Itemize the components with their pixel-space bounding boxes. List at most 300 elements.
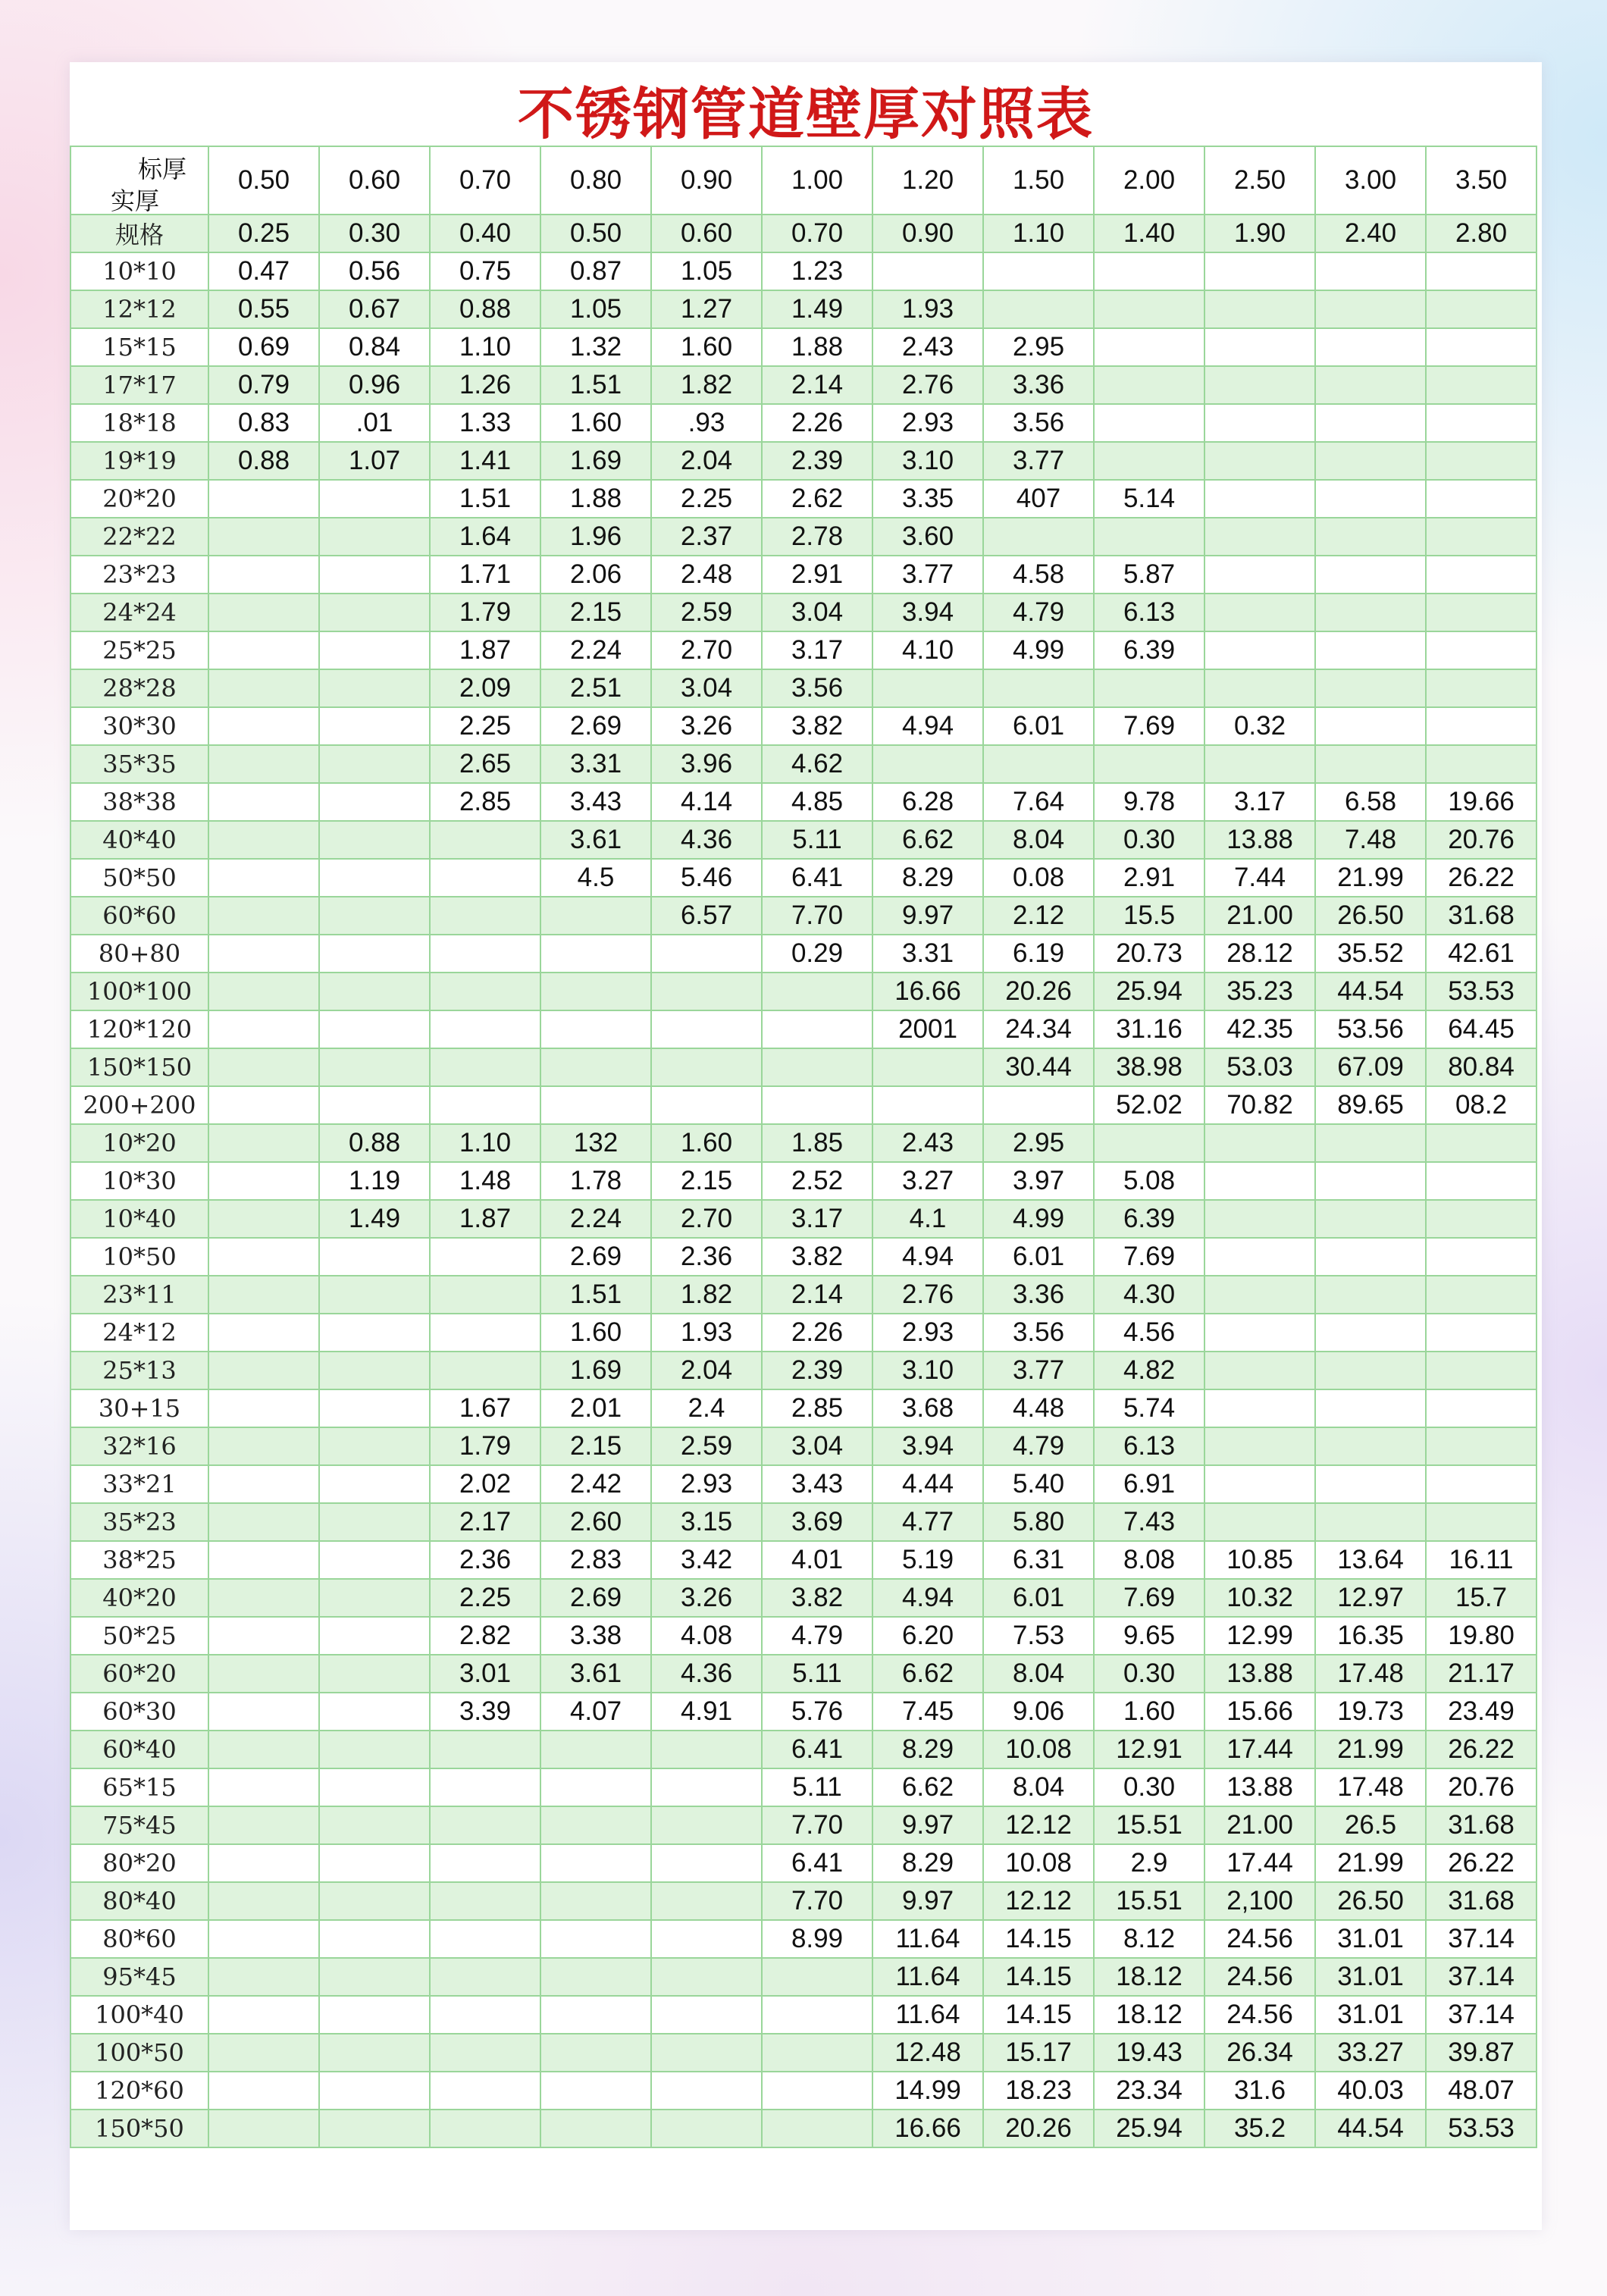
value-cell: 0.56	[319, 252, 430, 290]
value-cell: 3.96	[651, 745, 762, 783]
spec-cell: 18*18	[70, 404, 208, 442]
value-cell	[1426, 290, 1537, 328]
value-cell: 2.12	[983, 897, 1094, 935]
value-cell	[1315, 252, 1426, 290]
value-cell	[1204, 631, 1315, 669]
value-cell: 1.87	[430, 631, 540, 669]
value-cell: 0.30	[1094, 821, 1204, 859]
table-row	[70, 1806, 1537, 1844]
value-cell: 13.88	[1204, 1655, 1315, 1693]
value-cell: 2.91	[762, 556, 872, 594]
value-cell: 6.01	[983, 1238, 1094, 1276]
value-cell: 2.76	[872, 1276, 983, 1314]
value-cell: 6.62	[872, 1655, 983, 1693]
value-cell: 18.23	[983, 2072, 1094, 2110]
value-cell	[1426, 404, 1537, 442]
value-cell	[208, 1465, 319, 1503]
value-cell: 9.97	[872, 1882, 983, 1920]
value-cell: 4.14	[651, 783, 762, 821]
spec-cell: 25*13	[70, 1352, 208, 1389]
value-cell	[1204, 518, 1315, 556]
value-cell: 7.53	[983, 1617, 1094, 1655]
value-cell: 3.77	[872, 556, 983, 594]
table-row	[70, 1276, 1537, 1314]
spec-cell: 30*30	[70, 707, 208, 745]
value-cell	[651, 1010, 762, 1048]
value-cell	[208, 783, 319, 821]
value-cell	[208, 1768, 319, 1806]
spec-cell: 80+80	[70, 935, 208, 973]
table-row	[70, 897, 1537, 935]
value-cell: 2.69	[540, 707, 651, 745]
actual-header-row	[70, 215, 1537, 252]
value-cell: 8.29	[872, 1731, 983, 1768]
value-cell	[1426, 366, 1537, 404]
value-cell: 4.77	[872, 1503, 983, 1541]
value-cell	[762, 2034, 872, 2072]
value-cell: 4.07	[540, 1693, 651, 1731]
value-cell	[208, 1427, 319, 1465]
value-cell: 1.82	[651, 366, 762, 404]
value-cell: 19.80	[1426, 1617, 1537, 1655]
table-row	[70, 1427, 1537, 1465]
value-cell: 2.65	[430, 745, 540, 783]
value-cell: 12.91	[1094, 1731, 1204, 1768]
value-cell	[1315, 328, 1426, 366]
value-cell	[1426, 1200, 1537, 1238]
value-cell: 42.61	[1426, 935, 1537, 973]
spec-cell: 35*23	[70, 1503, 208, 1541]
value-cell	[983, 669, 1094, 707]
value-cell	[1426, 252, 1537, 290]
value-cell: 2.25	[430, 707, 540, 745]
table-row	[70, 1503, 1537, 1541]
spec-cell: 150*150	[70, 1048, 208, 1086]
value-cell: 15.17	[983, 2034, 1094, 2072]
value-cell: 2.14	[762, 366, 872, 404]
value-cell	[319, 594, 430, 631]
value-cell	[1204, 1427, 1315, 1465]
value-cell: 6.13	[1094, 1427, 1204, 1465]
value-cell: 20.76	[1426, 821, 1537, 859]
value-cell: 13.64	[1315, 1541, 1426, 1579]
value-cell	[540, 1731, 651, 1768]
value-cell	[540, 1882, 651, 1920]
value-cell	[430, 1882, 540, 1920]
value-cell	[540, 1048, 651, 1086]
value-cell	[651, 1920, 762, 1958]
value-cell	[1315, 1314, 1426, 1352]
value-cell: 6.91	[1094, 1465, 1204, 1503]
value-cell	[319, 745, 430, 783]
value-cell: 4.85	[762, 783, 872, 821]
value-cell	[540, 2034, 651, 2072]
value-cell	[208, 1010, 319, 1048]
value-cell	[651, 2072, 762, 2110]
value-cell	[430, 2110, 540, 2147]
value-cell	[319, 973, 430, 1010]
actual-thickness-cell: 0.30	[319, 215, 430, 252]
value-cell	[1094, 252, 1204, 290]
value-cell	[208, 859, 319, 897]
table-row	[70, 1844, 1537, 1882]
value-cell: 4.10	[872, 631, 983, 669]
value-cell: 6.57	[651, 897, 762, 935]
value-cell	[983, 290, 1094, 328]
value-cell: 37.14	[1426, 1958, 1537, 1996]
value-cell: 21.99	[1315, 859, 1426, 897]
value-cell: 4.56	[1094, 1314, 1204, 1352]
value-cell: 5.80	[983, 1503, 1094, 1541]
value-cell	[319, 1768, 430, 1806]
value-cell: 10.08	[983, 1844, 1094, 1882]
value-cell	[651, 1768, 762, 1806]
value-cell: 5.76	[762, 1693, 872, 1731]
value-cell	[319, 1958, 430, 1996]
value-cell	[872, 745, 983, 783]
table-row	[70, 859, 1537, 897]
value-cell: 3.61	[540, 821, 651, 859]
value-cell	[319, 707, 430, 745]
value-cell: 8.04	[983, 1655, 1094, 1693]
value-cell: 6.58	[1315, 783, 1426, 821]
value-cell	[1315, 669, 1426, 707]
value-cell	[430, 1731, 540, 1768]
value-cell	[319, 1276, 430, 1314]
value-cell: 1.79	[430, 594, 540, 631]
value-cell	[319, 1427, 430, 1465]
value-cell: 15.51	[1094, 1806, 1204, 1844]
value-cell	[208, 1352, 319, 1389]
value-cell: 31.68	[1426, 897, 1537, 935]
value-cell: 5.11	[762, 821, 872, 859]
value-cell: 89.65	[1315, 1086, 1426, 1124]
table-row	[70, 935, 1537, 973]
value-cell	[1204, 366, 1315, 404]
value-cell	[1204, 1276, 1315, 1314]
value-cell: 12.12	[983, 1806, 1094, 1844]
value-cell: 1.23	[762, 252, 872, 290]
nominal-thickness-cell: 1.50	[983, 146, 1094, 215]
value-cell: 1.33	[430, 404, 540, 442]
value-cell: 2.76	[872, 366, 983, 404]
value-cell	[1426, 1276, 1537, 1314]
value-cell: 1.60	[651, 328, 762, 366]
value-cell	[1426, 1389, 1537, 1427]
value-cell	[319, 1541, 430, 1579]
value-cell	[1204, 1503, 1315, 1541]
value-cell: 2.51	[540, 669, 651, 707]
value-cell: 132	[540, 1124, 651, 1162]
value-cell: 1.87	[430, 1200, 540, 1238]
value-cell	[208, 594, 319, 631]
value-cell	[651, 1996, 762, 2034]
value-cell: 31.01	[1315, 1996, 1426, 2034]
value-cell: 7.69	[1094, 1579, 1204, 1617]
spec-cell: 23*11	[70, 1276, 208, 1314]
table-row	[70, 1238, 1537, 1276]
value-cell	[1204, 1389, 1315, 1427]
value-cell: 1.07	[319, 442, 430, 480]
value-cell: 2.06	[540, 556, 651, 594]
value-cell	[1426, 1314, 1537, 1352]
value-cell	[983, 745, 1094, 783]
value-cell	[540, 1806, 651, 1844]
value-cell: 37.14	[1426, 1996, 1537, 2034]
value-cell	[208, 1086, 319, 1124]
value-cell	[208, 1806, 319, 1844]
value-cell	[1315, 745, 1426, 783]
value-cell	[1315, 480, 1426, 518]
value-cell: 2.36	[430, 1541, 540, 1579]
value-cell: 53.53	[1426, 2110, 1537, 2147]
value-cell: 1.64	[430, 518, 540, 556]
value-cell	[430, 897, 540, 935]
value-cell: 4.94	[872, 1238, 983, 1276]
value-cell: 2.93	[651, 1465, 762, 1503]
value-cell: 31.68	[1426, 1806, 1537, 1844]
value-cell: .93	[651, 404, 762, 442]
value-cell	[319, 1882, 430, 1920]
value-cell	[872, 1048, 983, 1086]
value-cell	[319, 556, 430, 594]
value-cell	[651, 2110, 762, 2147]
value-cell: 2.69	[540, 1238, 651, 1276]
spec-cell: 80*60	[70, 1920, 208, 1958]
actual-thickness-cell: 0.90	[872, 215, 983, 252]
value-cell: 24.56	[1204, 1920, 1315, 1958]
value-cell: 8.04	[983, 821, 1094, 859]
value-cell: 48.07	[1426, 2072, 1537, 2110]
value-cell	[208, 1617, 319, 1655]
value-cell: 0.30	[1094, 1655, 1204, 1693]
value-cell	[762, 973, 872, 1010]
value-cell: 7.69	[1094, 707, 1204, 745]
value-cell	[208, 556, 319, 594]
value-cell: 0.88	[319, 1124, 430, 1162]
table-row	[70, 1617, 1537, 1655]
nominal-thickness-cell: 0.70	[430, 146, 540, 215]
value-cell	[319, 2034, 430, 2072]
value-cell: 3.17	[762, 631, 872, 669]
actual-thickness-cell: 0.70	[762, 215, 872, 252]
value-cell: 12.12	[983, 1882, 1094, 1920]
value-cell: 3.56	[983, 1314, 1094, 1352]
value-cell	[1315, 1503, 1426, 1541]
value-cell	[319, 1844, 430, 1882]
value-cell	[1426, 1427, 1537, 1465]
value-cell: 10.85	[1204, 1541, 1315, 1579]
value-cell	[430, 2072, 540, 2110]
value-cell: 14.99	[872, 2072, 983, 2110]
spec-cell: 95*45	[70, 1958, 208, 1996]
value-cell: 4.08	[651, 1617, 762, 1655]
spec-cell: 10*10	[70, 252, 208, 290]
value-cell	[208, 2034, 319, 2072]
value-cell: 5.11	[762, 1768, 872, 1806]
value-cell: 1.96	[540, 518, 651, 556]
value-cell	[1426, 1162, 1537, 1200]
value-cell	[1204, 556, 1315, 594]
value-cell	[540, 2072, 651, 2110]
value-cell: 2.48	[651, 556, 762, 594]
value-cell: 64.45	[1426, 1010, 1537, 1048]
value-cell	[208, 1503, 319, 1541]
spec-cell: 24*12	[70, 1314, 208, 1352]
value-cell: 3.38	[540, 1617, 651, 1655]
value-cell: 53.53	[1426, 973, 1537, 1010]
value-cell	[1094, 518, 1204, 556]
value-cell	[319, 1655, 430, 1693]
value-cell	[762, 1048, 872, 1086]
value-cell	[1315, 631, 1426, 669]
table-row	[70, 1314, 1537, 1352]
value-cell: 2.59	[651, 594, 762, 631]
value-cell	[762, 1086, 872, 1124]
value-cell	[1204, 290, 1315, 328]
value-cell: 5.74	[1094, 1389, 1204, 1427]
value-cell: 18.12	[1094, 1996, 1204, 2034]
value-cell: 16.66	[872, 2110, 983, 2147]
value-cell: 2.02	[430, 1465, 540, 1503]
value-cell: 9.97	[872, 897, 983, 935]
value-cell	[1204, 442, 1315, 480]
value-cell: 19.43	[1094, 2034, 1204, 2072]
value-cell	[1204, 1124, 1315, 1162]
value-cell: 2.26	[762, 404, 872, 442]
value-cell: 5.40	[983, 1465, 1094, 1503]
value-cell: 3.56	[983, 404, 1094, 442]
value-cell	[430, 1806, 540, 1844]
value-cell: 4.62	[762, 745, 872, 783]
spec-cell: 60*60	[70, 897, 208, 935]
value-cell	[651, 1806, 762, 1844]
value-cell	[319, 821, 430, 859]
value-cell: 0.29	[762, 935, 872, 973]
value-cell: 3.26	[651, 1579, 762, 1617]
value-cell: 4.30	[1094, 1276, 1204, 1314]
value-cell: 2.17	[430, 1503, 540, 1541]
value-cell	[762, 1010, 872, 1048]
value-cell: 5.08	[1094, 1162, 1204, 1200]
value-cell: 0.79	[208, 366, 319, 404]
value-cell: 1.69	[540, 442, 651, 480]
value-cell	[1315, 1238, 1426, 1276]
nominal-thickness-cell: 3.00	[1315, 146, 1426, 215]
value-cell: 1.67	[430, 1389, 540, 1427]
table-row	[70, 1200, 1537, 1238]
spec-cell: 40*40	[70, 821, 208, 859]
value-cell: 2.39	[762, 1352, 872, 1389]
value-cell	[651, 1086, 762, 1124]
value-cell: 4.79	[983, 1427, 1094, 1465]
value-cell: 1.79	[430, 1427, 540, 1465]
value-cell: 8.99	[762, 1920, 872, 1958]
value-cell	[319, 1048, 430, 1086]
value-cell	[319, 1238, 430, 1276]
value-cell	[319, 1389, 430, 1427]
value-cell	[1315, 594, 1426, 631]
value-cell: 2.62	[762, 480, 872, 518]
spec-cell: 150*50	[70, 2110, 208, 2147]
value-cell: 1.27	[651, 290, 762, 328]
value-cell: 3.10	[872, 442, 983, 480]
spec-cell: 10*20	[70, 1124, 208, 1162]
value-cell: 3.69	[762, 1503, 872, 1541]
table-row	[70, 1731, 1537, 1768]
value-cell: 15.51	[1094, 1882, 1204, 1920]
value-cell	[319, 518, 430, 556]
table-row	[70, 1882, 1537, 1920]
value-cell: 17.48	[1315, 1655, 1426, 1693]
value-cell: 6.41	[762, 1844, 872, 1882]
spec-cell: 25*25	[70, 631, 208, 669]
value-cell: 20.73	[1094, 935, 1204, 973]
value-cell	[1094, 745, 1204, 783]
value-cell: 3.39	[430, 1693, 540, 1731]
spec-cell: 100*50	[70, 2034, 208, 2072]
value-cell	[319, 1996, 430, 2034]
value-cell: 0.88	[208, 442, 319, 480]
value-cell: 39.87	[1426, 2034, 1537, 2072]
value-cell	[208, 1731, 319, 1768]
value-cell: 40.03	[1315, 2072, 1426, 2110]
value-cell	[208, 1882, 319, 1920]
value-cell: 2.69	[540, 1579, 651, 1617]
value-cell: 1.41	[430, 442, 540, 480]
table-row	[70, 1162, 1537, 1200]
value-cell: 3.94	[872, 594, 983, 631]
value-cell: 1.69	[540, 1352, 651, 1389]
value-cell: 25.94	[1094, 2110, 1204, 2147]
value-cell: 11.64	[872, 1920, 983, 1958]
value-cell: 5.14	[1094, 480, 1204, 518]
value-cell: 0.88	[430, 290, 540, 328]
value-cell: 4.82	[1094, 1352, 1204, 1389]
value-cell: 1.32	[540, 328, 651, 366]
value-cell: 4.99	[983, 631, 1094, 669]
value-cell	[1426, 556, 1537, 594]
value-cell: 3.82	[762, 1579, 872, 1617]
value-cell	[430, 1844, 540, 1882]
table-row	[70, 1352, 1537, 1389]
value-cell: 13.88	[1204, 821, 1315, 859]
value-cell: 3.60	[872, 518, 983, 556]
value-cell: 1.93	[651, 1314, 762, 1352]
value-cell: 3.17	[1204, 783, 1315, 821]
value-cell: 1.26	[430, 366, 540, 404]
value-cell	[430, 1920, 540, 1958]
value-cell	[1204, 745, 1315, 783]
value-cell	[1426, 745, 1537, 783]
value-cell: 3.36	[983, 1276, 1094, 1314]
value-cell: 2.60	[540, 1503, 651, 1541]
value-cell	[319, 1086, 430, 1124]
value-cell: 5.19	[872, 1541, 983, 1579]
value-cell	[1426, 518, 1537, 556]
value-cell	[651, 973, 762, 1010]
value-cell: 38.98	[1094, 1048, 1204, 1086]
value-cell	[762, 2110, 872, 2147]
value-cell: 17.44	[1204, 1731, 1315, 1768]
value-cell	[319, 859, 430, 897]
value-cell	[1426, 328, 1537, 366]
value-cell: 25.94	[1094, 973, 1204, 1010]
value-cell	[651, 935, 762, 973]
value-cell: 3.04	[762, 594, 872, 631]
value-cell: 2.93	[872, 404, 983, 442]
thickness-sheet	[70, 62, 1542, 2230]
